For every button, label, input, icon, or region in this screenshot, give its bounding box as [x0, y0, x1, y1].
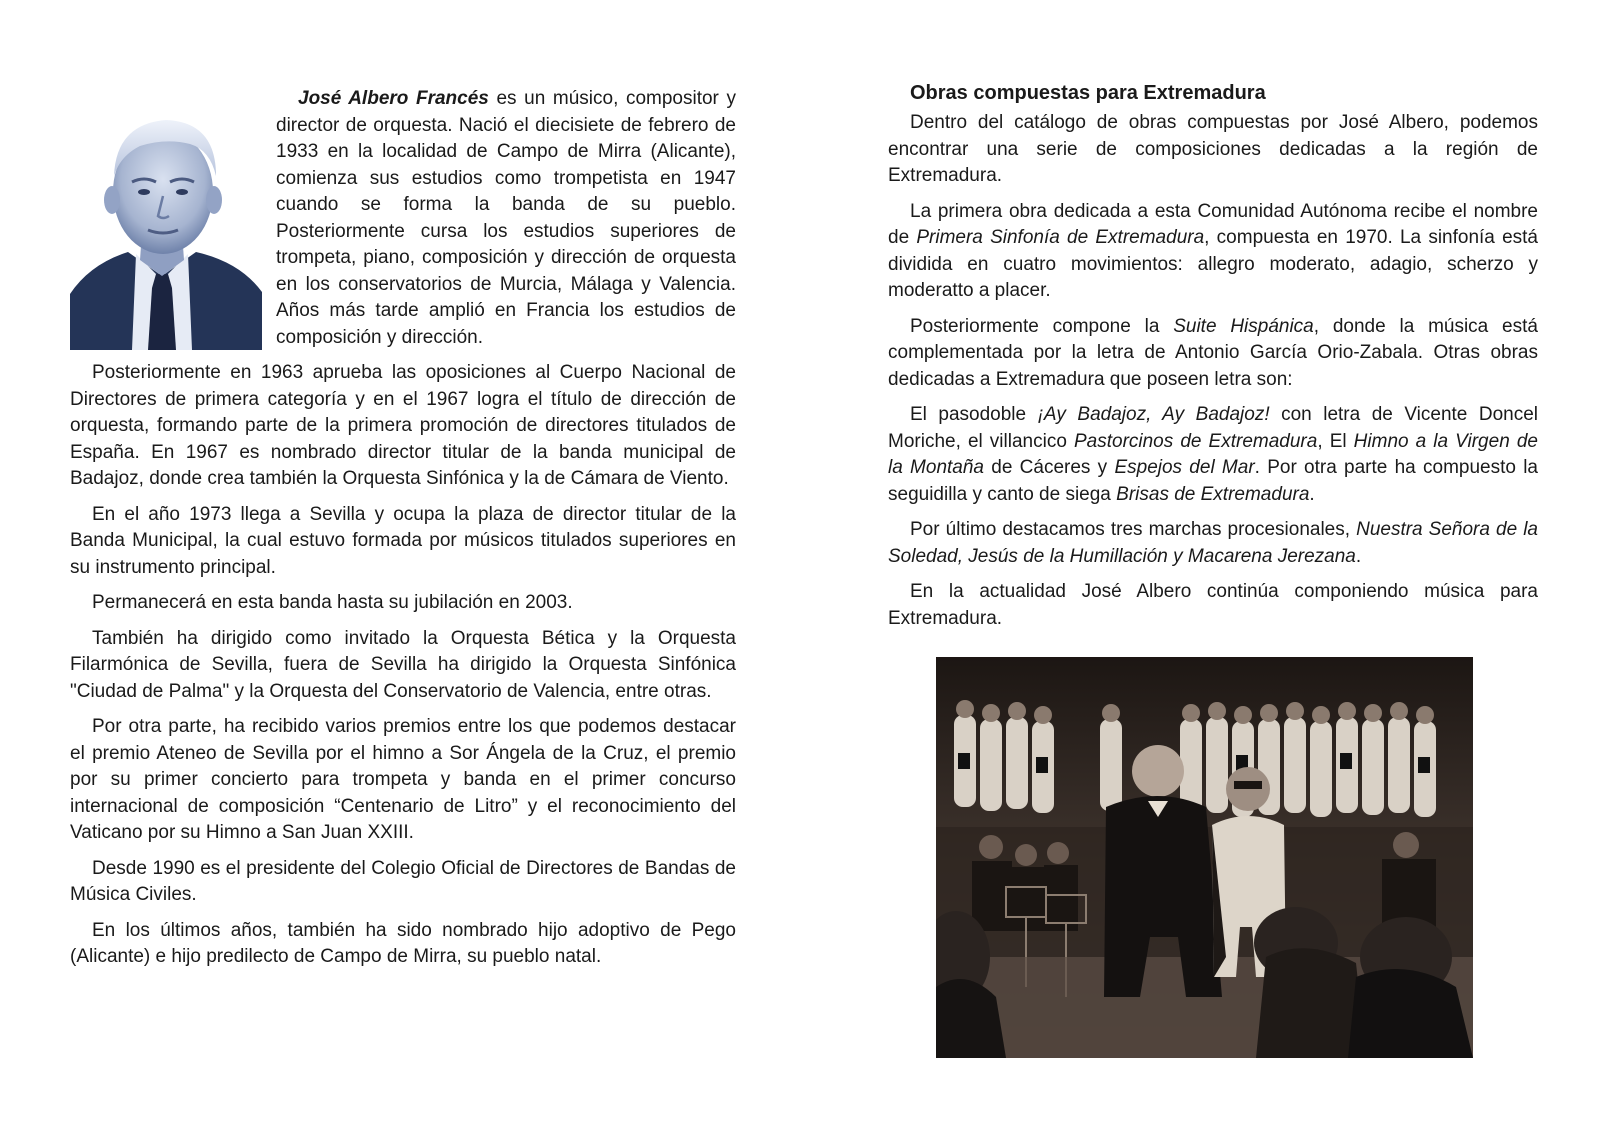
works-paragraph: En la actualidad José Albero continúa componiendo música para Extremadura. — [888, 581, 1538, 629]
work-title: Pastorcinos de Extremadura — [1073, 430, 1318, 452]
works-paragraph: Por último destacamos tres marchas procesionales, Nuestra Señora de la Soledad, Jesús de la Humillación y Macarena Jerezana. — [888, 519, 1538, 567]
concert-photo — [936, 657, 1473, 1058]
bio-paragraph: En los últimos años, también ha sido nombrado hijo adoptivo de Pego (Alicante) e hijo predilecto de Campo de Mirra, su pueblo natal. — [70, 919, 736, 967]
work-title: ¡Ay Badajoz, Ay Badajoz! — [1037, 404, 1270, 425]
works-paragraph: Dentro del catálogo de obras compuestas por José Albero, podemos encontrar una serie de composiciones dedicadas a la región de Extremadura. — [888, 112, 1538, 186]
bio-paragraph: Permanecerá en esta banda hasta su jubilación en 2003. — [92, 592, 573, 613]
works-paragraph: Posteriormente compone la Suite Hispánica, donde la música está complementada por la letra de Antonio García Orio-Zabala. Otras obras dedicadas a Extremadura que poseen letra son: — [888, 315, 1538, 390]
bio-paragraph: Desde 1990 es el presidente del Colegio Oficial de Directores de Bandas de Música Civiles. — [70, 857, 736, 905]
works-paragraph: La primera obra dedicada a esta Comunidad Autónoma recibe el nombre de Primera Sinfonía de Extremadura, compuesta en 1970. La sinfonía está dividida en cuatro movimientos: allegro moderato, adagio, scherzo y moderatto a placer. — [888, 200, 1538, 301]
portrait-photo — [70, 104, 262, 350]
bio-paragraph: Posteriormente en 1963 aprueba las oposiciones al Cuerpo Nacional de Directores de primera categoría y en el 1967 logra el título de dirección de orquesta, formando parte de la primera promoción de directores titulados de España. En 1967 es nombrado director titular de la banda municipal de Badajoz, donde crea también la Orquesta Sinfónica y la de Cámara de Viento. — [70, 362, 736, 489]
work-title: Suite Hispánica — [1173, 315, 1314, 337]
bio-paragraph: También ha dirigido como invitado la Orquesta Bética y la Orquesta Filarmónica de Sevilla, fuera de Sevilla ha dirigido la Orquesta Sinfónica "Ciudad de Palma" y la Orquesta del Conservatorio de Valencia, entre otras. — [70, 627, 736, 702]
bio-paragraph: Por otra parte, ha recibido varios premios entre los que podemos destacar el premio Ateneo de Sevilla por el himno a Sor Ángela de la Cruz, el premio por su primer concierto para trompeta y banda en el primer concurso internacional de composición “Centenario de Litro” y el reconocimiento del Vaticano por su Himno a San Juan XXIII. — [70, 716, 736, 843]
work-title: Himno a la Virgen de la Montaña — [888, 430, 1538, 478]
intro-text: es un músico, compositor y director de orquesta. Nació el diecisiete de febrero de 1933 en la localidad de Campo de Mirra (Alicante), comienza sus estudios como trompetista en 1947 cuando se forma la banda de su pueblo. Posteriormente cursa los estudios superiores de trompeta, piano, composición y dirección de orquesta en los conservatorios de Murcia, Málaga y Valencia. Años más tarde amplió en Francia los estudios de composición y dirección. — [276, 88, 736, 348]
works-column — [888, 80, 1538, 641]
bio-paragraph: En el año 1973 llega a Sevilla y ocupa la plaza de director titular de la Banda Municipal, la cual estuvo formada por músicos titulados superiores en su instrumento principal. — [70, 503, 736, 578]
work-title: Espejos del Mar — [1114, 457, 1255, 478]
work-title: Brisas de Extremadura — [1116, 483, 1310, 505]
work-title: Nuestra Señora de la Soledad, Jesús de la Humillación y Macarena Jerezana — [888, 519, 1538, 567]
biography-column — [70, 86, 736, 980]
right-page — [800, 0, 1600, 1129]
subject-name: José Albero Francés — [298, 88, 489, 109]
works-paragraph: El pasodoble ¡Ay Badajoz, Ay Badajoz! con letra de Vicente Doncel Moriche, el villancico Pastorcinos de Extremadura, El Himno a la Virgen de la Montaña de Cáceres y Espejos del Mar. Por otra parte ha compuesto la seguidilla y canto de siega Brisas de Extremadura. — [888, 404, 1538, 505]
work-title: Primera Sinfonía de Extremadura — [916, 227, 1205, 248]
section-heading: Obras compuestas para Extremadura — [910, 82, 1266, 104]
